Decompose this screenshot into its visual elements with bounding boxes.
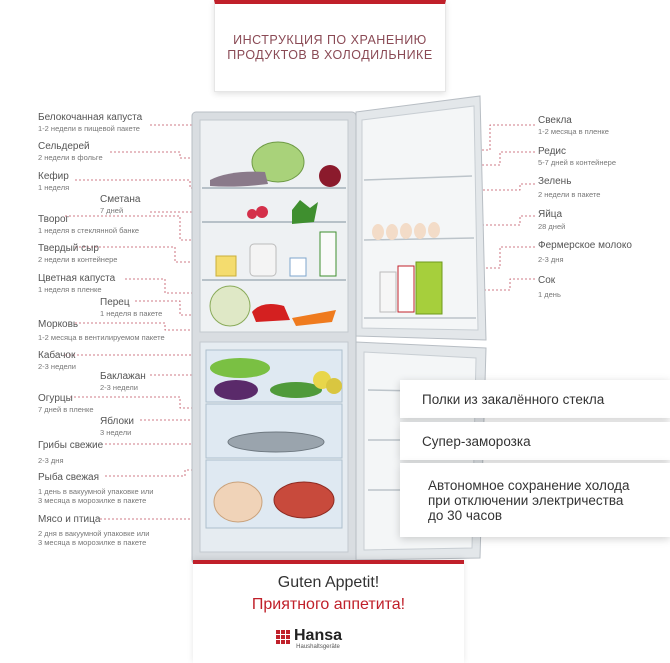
note-mushrooms: 2-3 дня [38, 456, 64, 465]
bottle-icon [380, 272, 396, 312]
note-eggplant: 2-3 недели [100, 383, 138, 392]
label-juice: Сок [538, 275, 556, 286]
note-cottage-cheese: 1 неделя в стеклянной банке [38, 226, 140, 235]
label-cauliflower: Цветная капуста [38, 273, 116, 284]
label-apples: Яблоки [100, 416, 134, 427]
feature-super-freeze [400, 422, 670, 460]
label-fish: Рыба свежая [38, 472, 100, 483]
juice-box-icon [416, 262, 442, 314]
cauliflower-icon [210, 286, 250, 326]
note-pepper: 1 неделя в пакете [100, 309, 163, 318]
note-fish-1: 1 день в вакуумной упаковке или [38, 487, 154, 496]
feature-glass-shelves [400, 380, 670, 418]
note-meat-2: 3 месяца в морозилке в пакете [38, 538, 147, 547]
brand-name: Hansa [294, 627, 343, 644]
note-beet: 1-2 месяца в пленке [538, 127, 609, 136]
label-cabbage: Белокочанная капуста [38, 112, 143, 123]
feature-glass-shelves-text: Полки из закалённого стекла [422, 391, 605, 407]
label-celery: Сельдерей [38, 141, 90, 152]
page-title-line1: ИНСТРУКЦИЯ ПО ХРАНЕНИЮ [233, 32, 427, 47]
apple-icon [326, 378, 342, 394]
cheese-icon [216, 256, 236, 276]
note-zucchini: 2-3 недели [38, 362, 76, 371]
note-farm-milk: 2-3 дня [538, 255, 564, 264]
header-card [214, 0, 446, 92]
note-celery: 2 недели в фольге [38, 153, 103, 162]
label-carrot: Морковь [38, 319, 79, 330]
logo-mark-icon [276, 630, 290, 644]
label-kefir: Кефир [38, 171, 69, 182]
greeting-en: Guten Appetit! [277, 574, 380, 591]
label-pepper: Перец [100, 297, 130, 308]
meat-icon [274, 482, 334, 518]
label-greens: Зелень [538, 176, 572, 187]
kefir-bottle-icon [320, 232, 336, 276]
note-cucumbers: 7 дней в пленке [38, 405, 94, 414]
note-radish: 5-7 дней в контейнере [538, 158, 616, 167]
footer-card [193, 560, 464, 663]
feature-autonomous-cold-line3: до 30 часов [428, 507, 503, 523]
note-carrot: 1-2 месяца в вентилируемом пакете [38, 333, 165, 342]
label-eggs: Яйца [538, 209, 563, 220]
chicken-icon [214, 482, 262, 522]
label-sour-cream: Сметана [100, 194, 141, 205]
radish-icon [256, 206, 268, 218]
radish-icon [247, 209, 257, 219]
label-eggplant: Баклажан [100, 371, 146, 382]
brand-logo [276, 628, 342, 651]
cottage-cheese-jar-icon [250, 244, 276, 276]
zucchini-icon [210, 358, 270, 378]
note-juice: 1 день [538, 290, 561, 299]
label-cottage-cheese: Творог [38, 214, 70, 225]
note-kefir: 1 неделя [38, 183, 70, 192]
brand-subtitle: Haushaltsgeräte [296, 644, 340, 650]
feature-super-freeze-text: Супер-заморозка [422, 433, 531, 449]
label-meat: Мясо и птица [38, 514, 101, 525]
note-hard-cheese: 2 недели в контейнере [38, 255, 118, 264]
label-beet: Свекла [538, 115, 572, 126]
note-eggs: 28 дней [538, 222, 566, 231]
note-cabbage: 1-2 недели в пищевой пакете [38, 124, 140, 133]
feature-autonomous-cold [400, 463, 670, 537]
beet-icon [319, 165, 341, 187]
greeting-ru: Приятного аппетита! [251, 596, 406, 613]
note-meat-1: 2 дня в вакуумной упаковке или [38, 529, 150, 538]
note-sour-cream: 7 дней [100, 206, 124, 215]
feature-autonomous-cold-line2: при отключении электричества [428, 492, 624, 508]
page-title-line2: ПРОДУКТОВ В ХОЛОДИЛЬНИКЕ [227, 47, 433, 62]
sour-cream-icon [290, 258, 306, 276]
note-cauliflower: 1 неделя в пленке [38, 285, 102, 294]
feature-autonomous-cold-line1: Автономное сохранение холода [428, 477, 630, 493]
fish-icon [228, 432, 324, 452]
label-zucchini: Кабачок [38, 350, 76, 361]
milk-icon [398, 266, 414, 312]
label-mushrooms: Грибы свежие [38, 440, 104, 451]
label-hard-cheese: Твердый сыр [38, 243, 99, 254]
label-farm-milk: Фермерское молоко [538, 240, 632, 251]
eggplant-icon [214, 380, 258, 400]
note-greens: 2 недели в пакете [538, 190, 601, 199]
note-fish-2: 3 месяца в морозилке в пакете [38, 496, 147, 505]
label-cucumbers: Огурцы [38, 393, 73, 404]
label-radish: Редис [538, 146, 566, 157]
note-apples: 3 недели [100, 428, 132, 437]
